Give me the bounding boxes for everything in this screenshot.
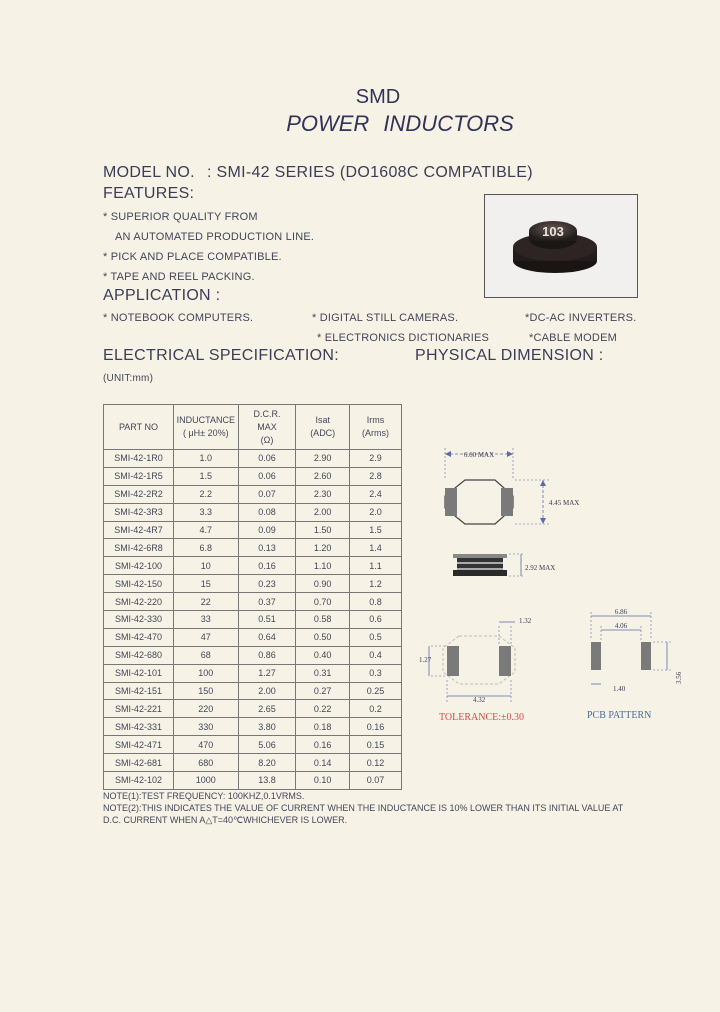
cell-irms: 1.1 — [350, 557, 402, 575]
cell-inductance: 680 — [173, 754, 238, 772]
tolerance-label: TOLERANCE:±0.30 — [439, 712, 525, 723]
cell-dcr: 0.23 — [238, 575, 296, 593]
cell-inductance: 330 — [173, 718, 238, 736]
cell-part-no: SMI-42-470 — [104, 628, 174, 646]
cell-inductance: 6.8 — [173, 539, 238, 557]
cell-dcr: 0.37 — [238, 593, 296, 611]
cell-irms: 2.8 — [350, 467, 402, 485]
header-part-no: PART NO — [104, 405, 174, 450]
pad-right — [499, 646, 511, 676]
table-row — [104, 718, 402, 736]
model-value: : SMI-42 SERIES (DO1608C COMPATIBLE) — [207, 164, 533, 181]
application-item: * DIGITAL STILL CAMERAS. — [312, 312, 459, 324]
feature-item: * TAPE AND REEL PACKING. — [103, 271, 255, 283]
height-label: 2.92 MAX — [525, 564, 556, 572]
dimension-drawing — [415, 440, 715, 730]
cell-dcr: 0.06 — [238, 467, 296, 485]
height-dimension — [509, 554, 525, 576]
cell-inductance: 2.2 — [173, 485, 238, 503]
cell-inductance: 100 — [173, 664, 238, 682]
cell-irms: 0.12 — [350, 754, 402, 772]
table-row — [104, 664, 402, 682]
cell-inductance: 150 — [173, 682, 238, 700]
note-1: NOTE(1):TEST FREQUENCY: 100KHZ,0.1VRMS. — [103, 791, 305, 801]
cell-part-no: SMI-42-6R8 — [104, 539, 174, 557]
pcb-pad-width-label: 1.40 — [613, 685, 626, 693]
cell-dcr: 0.64 — [238, 628, 296, 646]
cell-inductance: 22 — [173, 593, 238, 611]
pcb-pattern — [591, 642, 651, 670]
table-row — [104, 646, 402, 664]
cell-irms: 0.3 — [350, 664, 402, 682]
cell-dcr: 8.20 — [238, 754, 296, 772]
cell-isat: 0.31 — [296, 664, 350, 682]
note-2: NOTE(2):THIS INDICATES THE VALUE OF CURRENT WHEN THE INDUCTANCE IS 10% LOWER THAN ITS INITIAL VALUE AT — [103, 803, 624, 813]
unit-label: (UNIT:mm) — [103, 373, 154, 384]
physical-heading: PHYSICAL DIMENSION : — [415, 347, 604, 364]
cell-dcr: 0.16 — [238, 557, 296, 575]
cell-dcr: 2.65 — [238, 700, 296, 718]
cell-inductance: 15 — [173, 575, 238, 593]
cell-part-no: SMI-42-101 — [104, 664, 174, 682]
table-row — [104, 521, 402, 539]
table-row — [104, 575, 402, 593]
bottom-view — [443, 636, 515, 684]
cell-part-no: SMI-42-680 — [104, 646, 174, 664]
cell-inductance: 68 — [173, 646, 238, 664]
pad-left — [447, 646, 459, 676]
cell-inductance: 4.7 — [173, 521, 238, 539]
cell-part-no: SMI-42-150 — [104, 575, 174, 593]
table-row — [104, 539, 402, 557]
cell-inductance: 1.5 — [173, 467, 238, 485]
pcb-dimensions — [591, 612, 671, 684]
cell-irms: 2.4 — [350, 485, 402, 503]
title-smd: SMD — [355, 86, 401, 108]
cell-part-no: SMI-42-102 — [104, 772, 174, 790]
application-heading: APPLICATION : — [103, 287, 221, 304]
pcb-total-label: 6.86 — [614, 608, 628, 616]
pcb-pattern-label: PCB PATTERN — [587, 710, 652, 721]
cell-dcr: 0.06 — [238, 450, 296, 468]
cell-irms: 0.6 — [350, 611, 402, 629]
cell-inductance: 47 — [173, 628, 238, 646]
cell-irms: 0.4 — [350, 646, 402, 664]
side-view — [453, 554, 507, 576]
model-label: MODEL NO. — [103, 164, 195, 181]
cell-dcr: 3.80 — [238, 718, 296, 736]
table-row — [104, 485, 402, 503]
pcb-pad-height-label: 3.56 — [675, 671, 683, 684]
cell-isat: 0.40 — [296, 646, 350, 664]
table-row — [104, 611, 402, 629]
cell-dcr: 0.09 — [238, 521, 296, 539]
top-view — [445, 480, 513, 524]
cell-isat: 0.58 — [296, 611, 350, 629]
cell-irms: 0.25 — [350, 682, 402, 700]
table-row — [104, 754, 402, 772]
cell-irms: 0.5 — [350, 628, 402, 646]
cell-isat: 0.18 — [296, 718, 350, 736]
pad-span-label: 4.32 — [473, 696, 486, 704]
cell-irms: 1.4 — [350, 539, 402, 557]
header-isat: Isat (ADC) — [296, 405, 350, 450]
cell-dcr: 0.07 — [238, 485, 296, 503]
cell-dcr: 13.8 — [238, 772, 296, 790]
cell-irms: 0.16 — [350, 718, 402, 736]
cell-irms: 1.2 — [350, 575, 402, 593]
cell-dcr: 1.27 — [238, 664, 296, 682]
table-row — [104, 628, 402, 646]
cell-isat: 0.27 — [296, 682, 350, 700]
cell-dcr: 0.51 — [238, 611, 296, 629]
cell-part-no: SMI-42-1R5 — [104, 467, 174, 485]
cell-part-no: SMI-42-3R3 — [104, 503, 174, 521]
cell-isat: 0.16 — [296, 736, 350, 754]
cell-irms: 0.07 — [350, 772, 402, 790]
cell-isat: 0.22 — [296, 700, 350, 718]
table-row — [104, 503, 402, 521]
photo-marking: 103 — [542, 224, 564, 239]
cell-part-no: SMI-42-681 — [104, 754, 174, 772]
cell-part-no: SMI-42-330 — [104, 611, 174, 629]
cell-inductance: 220 — [173, 700, 238, 718]
table-row — [104, 682, 402, 700]
feature-item: AN AUTOMATED PRODUCTION LINE. — [115, 231, 315, 243]
cell-inductance: 470 — [173, 736, 238, 754]
length-label: 4.45 MAX — [549, 499, 580, 507]
cell-inductance: 1.0 — [173, 450, 238, 468]
application-item: * NOTEBOOK COMPUTERS. — [103, 312, 254, 324]
cell-isat: 0.90 — [296, 575, 350, 593]
cell-part-no: SMI-42-100 — [104, 557, 174, 575]
feature-item: * SUPERIOR QUALITY FROM — [103, 211, 258, 223]
cell-irms: 1.5 — [350, 521, 402, 539]
table-header-row — [104, 405, 402, 450]
terminal-right — [501, 488, 513, 516]
cell-part-no: SMI-42-1R0 — [104, 450, 174, 468]
cell-part-no: SMI-42-471 — [104, 736, 174, 754]
table-row — [104, 467, 402, 485]
cell-part-no: SMI-42-331 — [104, 718, 174, 736]
title-power-inductors: POWER INDUCTORS — [286, 111, 514, 136]
cell-isat: 0.10 — [296, 772, 350, 790]
cell-isat: 2.30 — [296, 485, 350, 503]
header-dcr: D.C.R. MAX (Ω) — [238, 405, 296, 450]
terminal-left — [445, 488, 457, 516]
pcb-inner-label: 4.06 — [614, 622, 628, 630]
inductor-photo-image — [485, 195, 637, 297]
cell-part-no: SMI-42-220 — [104, 593, 174, 611]
table-row — [104, 700, 402, 718]
table-row — [104, 736, 402, 754]
cell-isat: 0.14 — [296, 754, 350, 772]
cell-part-no: SMI-42-221 — [104, 700, 174, 718]
cell-irms: 0.8 — [350, 593, 402, 611]
cell-dcr: 0.08 — [238, 503, 296, 521]
cell-isat: 1.20 — [296, 539, 350, 557]
cell-isat: 2.90 — [296, 450, 350, 468]
cell-irms: 0.15 — [350, 736, 402, 754]
pad-gap-label: 1.32 — [519, 617, 532, 625]
width-label: 6.60 MAX — [463, 451, 495, 459]
cell-inductance: 10 — [173, 557, 238, 575]
cell-irms: 0.2 — [350, 700, 402, 718]
features-heading: FEATURES: — [103, 185, 195, 202]
pad-height-label: 1.27 — [419, 656, 432, 664]
cell-isat: 1.50 — [296, 521, 350, 539]
table-row — [104, 450, 402, 468]
application-item: * ELECTRONICS DICTIONARIES — [317, 332, 490, 344]
table-row — [104, 557, 402, 575]
cell-part-no: SMI-42-2R2 — [104, 485, 174, 503]
cell-part-no: SMI-42-151 — [104, 682, 174, 700]
electrical-heading: ELECTRICAL SPECIFICATION: — [103, 347, 339, 364]
cell-inductance: 33 — [173, 611, 238, 629]
header-inductance: INDUCTANCE ( μH± 20%) — [173, 405, 238, 450]
cell-dcr: 5.06 — [238, 736, 296, 754]
cell-isat: 0.50 — [296, 628, 350, 646]
header-irms: Irms (Arms) — [350, 405, 402, 450]
feature-item: * PICK AND PLACE COMPATIBLE. — [103, 251, 282, 263]
cell-inductance: 3.3 — [173, 503, 238, 521]
cell-isat: 2.00 — [296, 503, 350, 521]
product-photo — [484, 194, 638, 298]
cell-irms: 2.0 — [350, 503, 402, 521]
length-dimension — [515, 480, 551, 524]
spec-table — [103, 404, 402, 790]
cell-part-no: SMI-42-4R7 — [104, 521, 174, 539]
application-item: *DC-AC INVERTERS. — [525, 312, 637, 324]
notes — [103, 790, 623, 826]
cell-isat: 0.70 — [296, 593, 350, 611]
table-row — [104, 772, 402, 790]
note-3: D.C. CURRENT WHEN A△T=40℃WHICHEVER IS LOWER. — [103, 815, 348, 825]
cell-isat: 2.60 — [296, 467, 350, 485]
application-item: *CABLE MODEM — [529, 332, 617, 344]
cell-dcr: 0.13 — [238, 539, 296, 557]
cell-irms: 2.9 — [350, 450, 402, 468]
table-row — [104, 593, 402, 611]
cell-isat: 1.10 — [296, 557, 350, 575]
cell-dcr: 2.00 — [238, 682, 296, 700]
cell-dcr: 0.86 — [238, 646, 296, 664]
cell-inductance: 1000 — [173, 772, 238, 790]
